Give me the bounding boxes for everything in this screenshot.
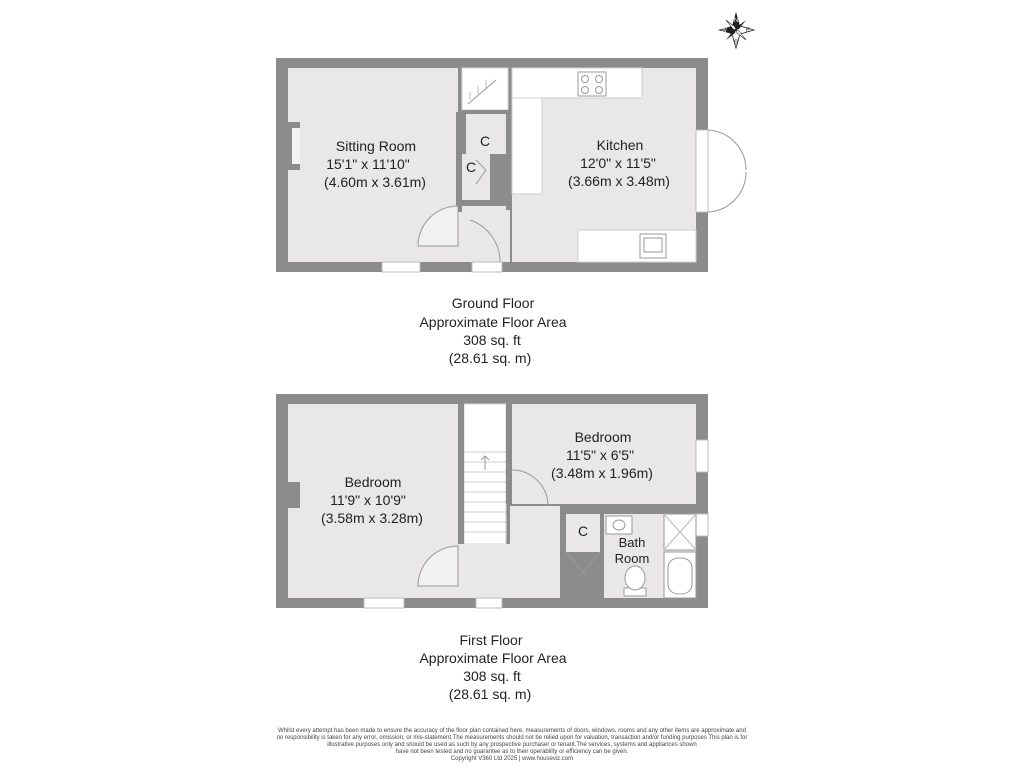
hob-icon (578, 72, 606, 96)
landing-floor (458, 544, 562, 598)
disclaimer-line: illustrative purposes only and should be used as such by any prospective purchaser or tenant.The services, systems and appliances shown (327, 742, 697, 748)
ground-floor-plan (276, 58, 746, 272)
floor-area-metric: (28.61 sq. m) (448, 686, 532, 702)
room-dimensions-imperial: 11'9" x 10'9" (330, 492, 406, 508)
room-name: Kitchen (596, 137, 644, 153)
kitchen-sink-icon (640, 234, 666, 258)
internal-wall (462, 110, 512, 114)
floor-area-subtitle: Approximate Floor Area (419, 650, 567, 666)
copyright-line: Copyright V360 Ltd 2025 | www.houseviz.com (450, 756, 574, 762)
first-floor-caption (419, 632, 566, 702)
door-swing (708, 130, 746, 212)
closet-label: C (577, 523, 589, 539)
closet-label: C (479, 133, 491, 149)
window (472, 262, 502, 272)
bathroom-label: Room (614, 551, 650, 566)
compass-east-label: E (745, 28, 751, 34)
window (696, 514, 708, 536)
room-dimensions-imperial: 11'5" x 6'5" (566, 447, 634, 463)
internal-wall (462, 202, 482, 206)
basin-icon (606, 516, 632, 534)
window (364, 598, 404, 608)
window (382, 262, 420, 272)
room-dimensions-imperial: 15'1" x 11'10" (326, 156, 410, 172)
disclaimer-line: have not been tested and no guarantee as to their operability or efficiency can be given. (395, 749, 629, 755)
internal-wall (458, 404, 464, 544)
landing-floor (510, 506, 562, 546)
compass-south-label: S (733, 40, 739, 46)
stair-area (464, 404, 506, 544)
window (696, 440, 708, 472)
floor-title: First Floor (459, 632, 523, 648)
fireplace (292, 128, 300, 164)
kitchen-worktop-bottom (578, 230, 696, 262)
room-name: Bedroom (344, 474, 402, 490)
compass-north-label: N (733, 18, 739, 24)
internal-wall (506, 404, 512, 504)
disclaimer-line: no responsibility is taken for any error, omission, or mis-statement.The measurements should not be relied upon for valuation, transaction and/or funding purposes This plan is for (276, 735, 748, 741)
kitchen-worktop-top (512, 68, 642, 98)
first-floor-plan (276, 394, 708, 608)
internal-wall (600, 512, 604, 598)
compass-icon (718, 12, 754, 48)
room-dimensions-metric: (3.66m x 3.48m) (568, 173, 670, 189)
closet-label: C (465, 159, 477, 175)
bath-icon (664, 552, 696, 598)
kitchen-worktop-left (512, 98, 542, 194)
floor-area-metric: (28.61 sq. m) (448, 350, 532, 366)
bathroom-label: Bath (618, 535, 646, 550)
internal-wall (456, 112, 462, 212)
room-name: Bedroom (574, 429, 632, 445)
hall-floor (458, 206, 510, 262)
toilet-icon (624, 566, 646, 596)
ground-floor-caption (419, 295, 566, 366)
window (476, 598, 502, 608)
floor-area-imperial: 308 sq. ft (463, 668, 521, 684)
shower-icon (664, 514, 696, 550)
room-dimensions-metric: (3.58m x 3.28m) (321, 510, 423, 526)
chimney-breast (288, 482, 300, 508)
french-doors (696, 130, 708, 212)
room-dimensions-metric: (3.48m x 1.96m) (551, 465, 653, 481)
internal-wall (506, 110, 510, 210)
internal-wall (560, 512, 566, 598)
disclaimer-line: Whilst every attempt has been made to ensure the accuracy of the floor plan contained here, measurements of doors, windows, rooms and any other items are approximate and (278, 728, 746, 734)
floor-area-subtitle: Approximate Floor Area (419, 314, 567, 330)
room-dimensions-metric: (4.60m x 3.61m) (324, 174, 426, 190)
floor-title: Ground Floor (451, 295, 535, 311)
room-name: Sitting Room (335, 138, 417, 154)
floor-area-imperial: 308 sq. ft (463, 332, 521, 348)
internal-wall (560, 504, 696, 512)
room-dimensions-imperial: 12'0" x 11'5" (580, 155, 656, 171)
compass-west-label: W (721, 28, 727, 34)
disclaimer-text (232, 728, 792, 763)
